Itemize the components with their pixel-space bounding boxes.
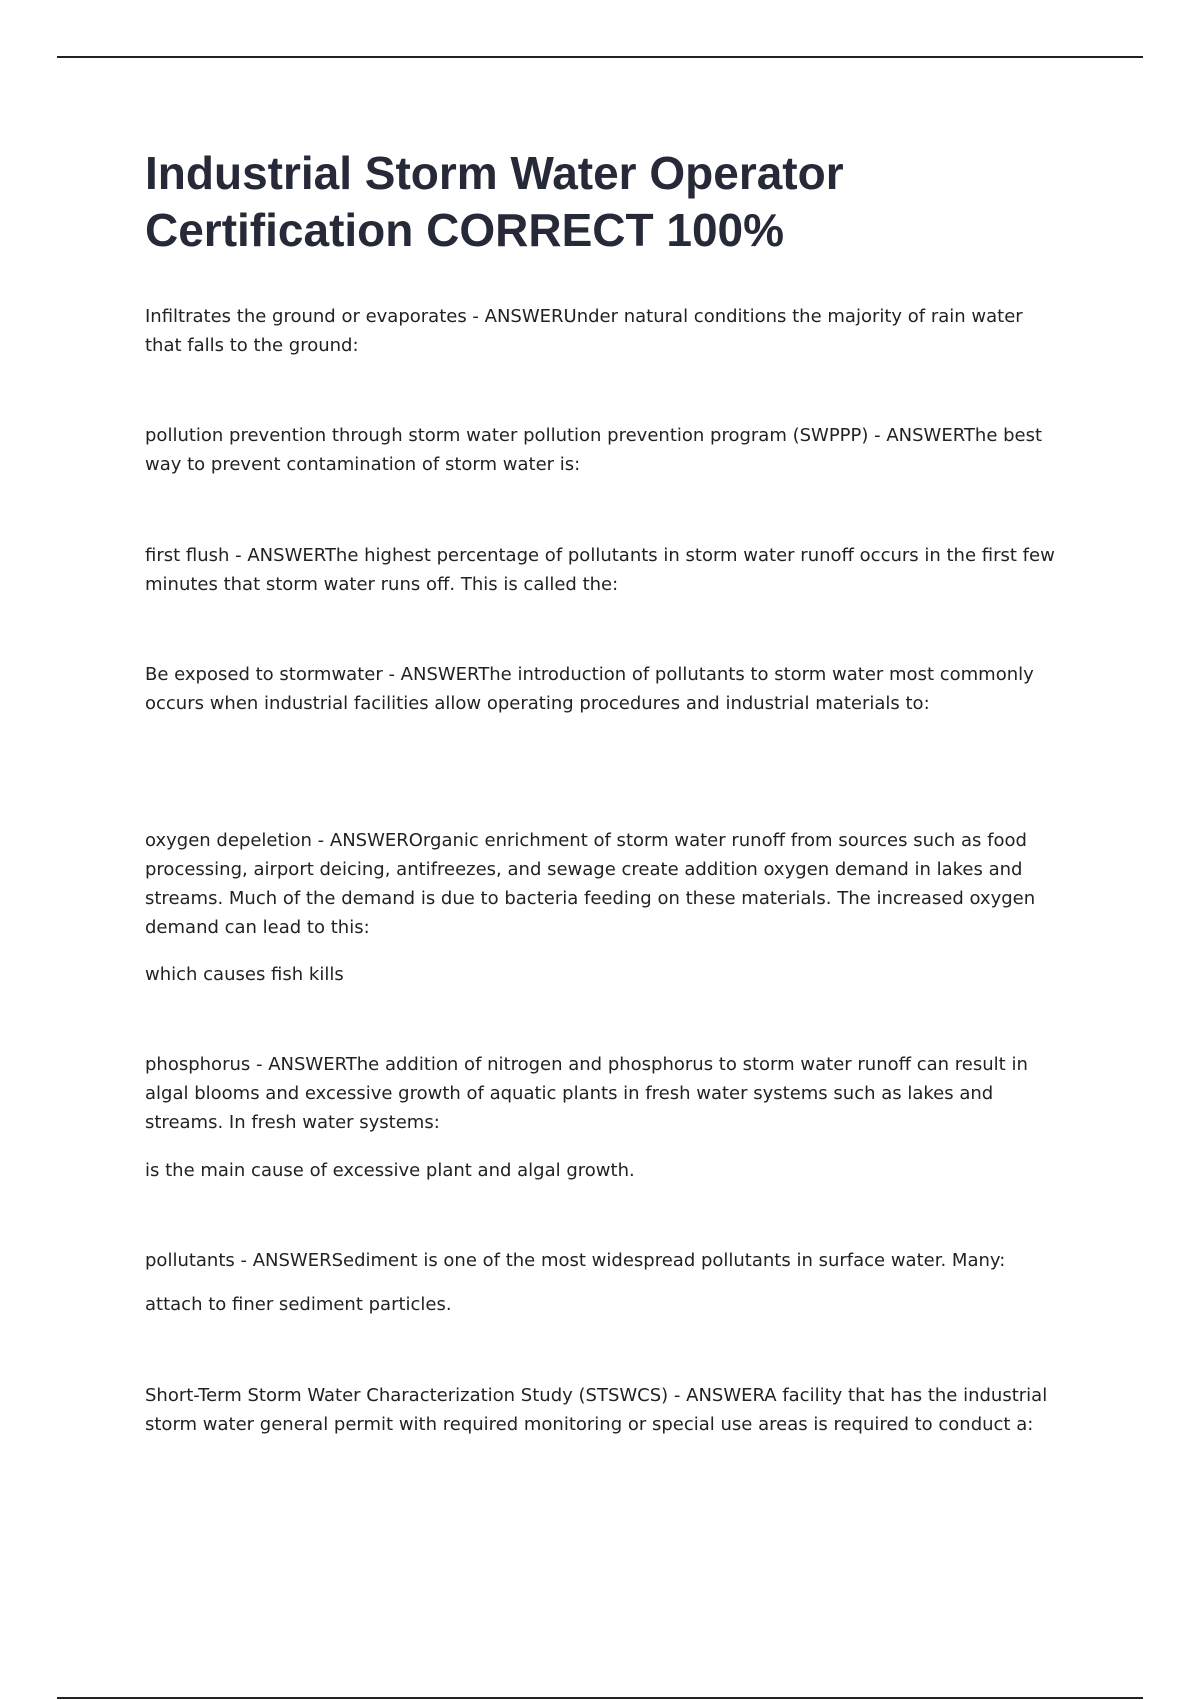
- qa-item-4: Be exposed to stormwater - ANSWERThe introduction of pollutants to storm water most commonly occurs when industrial facilities allow operating procedures and industrial materials to:: [145, 664, 1034, 714]
- qa-item-7: pollutants - ANSWERSediment is one of the most widespread pollutants in surface water. Many:: [145, 1250, 1006, 1271]
- qa-item-6: phosphorus - ANSWERThe addition of nitrogen and phosphorus to storm water runoff can result in algal blooms and excessive growth of aquatic plants in fresh water systems such as lakes and streams. In fresh water systems:: [145, 1054, 1028, 1133]
- qa-item-8: Short-Term Storm Water Characterization Study (STSWCS) - ANSWERA facility that has the industrial storm water general permit with required monitoring or special use areas is required to conduct a:: [145, 1385, 1048, 1435]
- qa-item-7-continuation: attach to finer sediment particles.: [145, 1294, 452, 1315]
- qa-item-1: Infiltrates the ground or evaporates - ANSWERUnder natural conditions the majority of rain water that falls to the ground:: [145, 306, 1023, 356]
- qa-item-5: oxygen depeletion - ANSWEROrganic enrichment of storm water runoff from sources such as food processing, airport deicing, antifreezes, and sewage create addition oxygen demand in lakes and streams. Much of the demand is due to bacteria feeding on these materials. The increased oxygen demand can lead to this:: [145, 830, 1036, 938]
- page-title: Industrial Storm Water Operator Certification CORRECT 100%: [145, 147, 844, 256]
- header-divider: [57, 56, 1143, 58]
- qa-item-6-continuation: is the main cause of excessive plant and algal growth.: [145, 1160, 635, 1181]
- qa-item-2: pollution prevention through storm water pollution prevention program (SWPPP) - ANSWERThe best way to prevent contamination of storm water is:: [145, 425, 1043, 475]
- footer-divider: [57, 1697, 1143, 1699]
- qa-item-3: first flush - ANSWERThe highest percentage of pollutants in storm water runoff occurs in the first few minutes that storm water runs off. This is called the:: [145, 545, 1055, 595]
- qa-item-5-continuation: which causes fish kills: [145, 964, 344, 985]
